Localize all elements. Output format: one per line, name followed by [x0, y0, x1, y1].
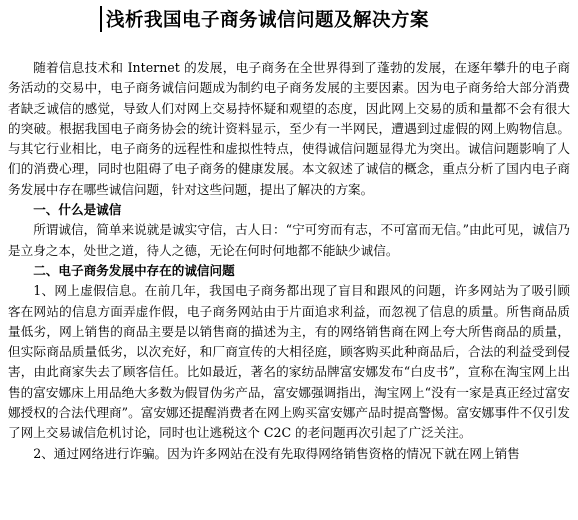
section2-item2-paragraph: 2、通过网络进行诈骗。因为许多网站在没有先取得网络销售资格的情况下就在网上销售 [33, 445, 520, 461]
section2-heading: 二、电子商务发展中存在的诚信问题 [33, 262, 235, 278]
intro-paragraph: 随着信息技术和 Internet 的发展，电子商务在全世界得到了蓬勃的发展，在逐年攀升的电子商务活动的交易中，电子商务诚信问题成为制约电子商务发展的主要因素。因为电子商务给大部分消费者缺乏诚信的感觉，导致人们对网上交易持怀疑和观望的态度，因此网上交易的质和量都不会有很大的突破。根据我国电子商务协会的统计资料显示，至少有一半网民，遭遇到过虚假的网上购物信息。与其它行业相比，电子商务的远程性和虚拟性特点，使得诚信问题显得尤为突出。诚信问题影响了人们的消费心理，同时也阻碍了电子商务的健康发展。本文叙述了诚信的概念，重点分析了国内电子商务发展中存在哪些诚信问题，针对这些问题，提出了解决的方案。 [8, 60, 570, 197]
section1-paragraph: 所谓诚信，简单来说就是诚实守信，古人日：“宁可穷而有志，不可富而无信。”由此可见，诚信乃是立身之本，处世之道，待人之德，无论在何时何地都不能缺少诚信。 [8, 222, 570, 258]
document-body [8, 58, 570, 464]
section2-item1-paragraph: 1、网上虚假信息。在前几年，我国电子商务都出现了盲目和跟风的问题，许多网站为了吸引顾客在网站的信息方面弄虚作假，电子商务网站由于片面追求利益，而忽视了信息的质量。所售商品质量低劣，网上销售的商品主要是以销售商的描述为主，有的网络销售商在网上夸大所售商品的质量，但实际商品质量低劣，以次充好，和厂商宣传的大相径庭，顾客购买此种商品后，合法的利益受到侵害，由此商家失去了顾客信任。比如最近，著名的家纺品牌富安娜发布“白皮书”，宣称在淘宝网上出售的富安娜床上用品绝大多数为假冒伪劣产品，富安娜强调指出，淘宝网上“没有一家是真正经过富安娜授权的合法代理商”。富安娜还提醒消费者在网上购买富安娜产品时提高警惕。富安娜事件不仅引发了网上交易诚信危机讨论，同时也让逃税这个 C2C 的老问题再次引起了广泛关注。 [8, 283, 570, 441]
title-area [100, 4, 429, 34]
section1-heading: 一、什么是诚信 [33, 202, 122, 218]
text-cursor [100, 6, 102, 32]
document-title: 浅析我国电子商务诚信问题及解决方案 [106, 10, 430, 31]
